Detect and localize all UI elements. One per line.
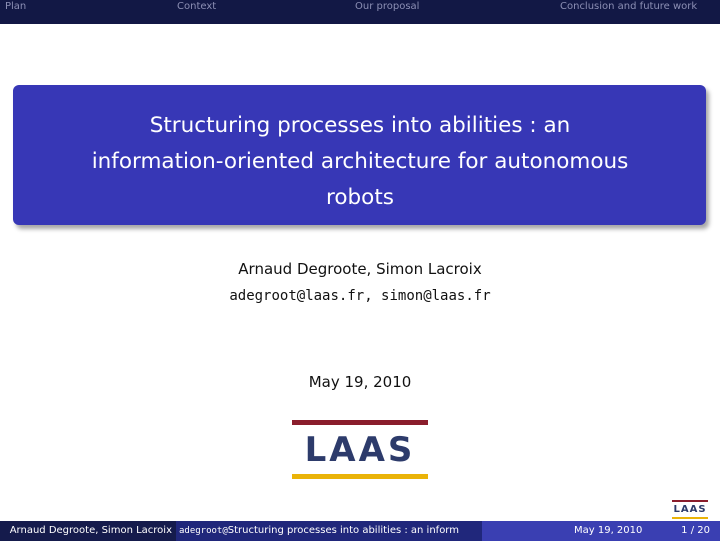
title-line-1: Structuring processes into abilities : an (149, 113, 571, 138)
slide-title (0, 108, 720, 216)
nav-item-context[interactable]: Context (177, 1, 217, 12)
nav-item-conclusion[interactable]: Conclusion and future work (560, 1, 698, 12)
nav-item-our-proposal[interactable]: Our proposal (355, 1, 420, 12)
footer-email-fragment: adegroot@ (179, 526, 228, 536)
footer-date-section (482, 521, 720, 541)
footer-title-section (176, 521, 482, 541)
logo-top-bar (292, 420, 428, 425)
footer (0, 521, 720, 541)
footer-short-title: Structuring processes into abilities : an inform (227, 525, 459, 536)
author-emails: adegroot@laas.fr, simon@laas.fr (229, 288, 491, 304)
footer-authors: Arnaud Degroote, Simon Lacroix (0, 521, 176, 541)
logo-text: LAAS (304, 430, 416, 470)
authors: Arnaud Degroote, Simon Lacroix (238, 260, 482, 278)
title-line-2: information-oriented architecture for autonomous (91, 149, 629, 174)
top-navigation-bar (0, 0, 720, 24)
logo-bottom-bar (292, 474, 428, 479)
nav-item-plan[interactable]: Plan (5, 1, 27, 12)
presentation-date: May 19, 2010 (308, 373, 412, 391)
footer-date: May 19, 2010 (574, 525, 643, 536)
mini-logo-text: LAAS (673, 504, 707, 515)
laas-logo (292, 420, 428, 480)
title-line-3: robots (326, 185, 394, 210)
laas-mini-logo (672, 500, 708, 519)
page-number: 1 / 20 (681, 525, 710, 536)
